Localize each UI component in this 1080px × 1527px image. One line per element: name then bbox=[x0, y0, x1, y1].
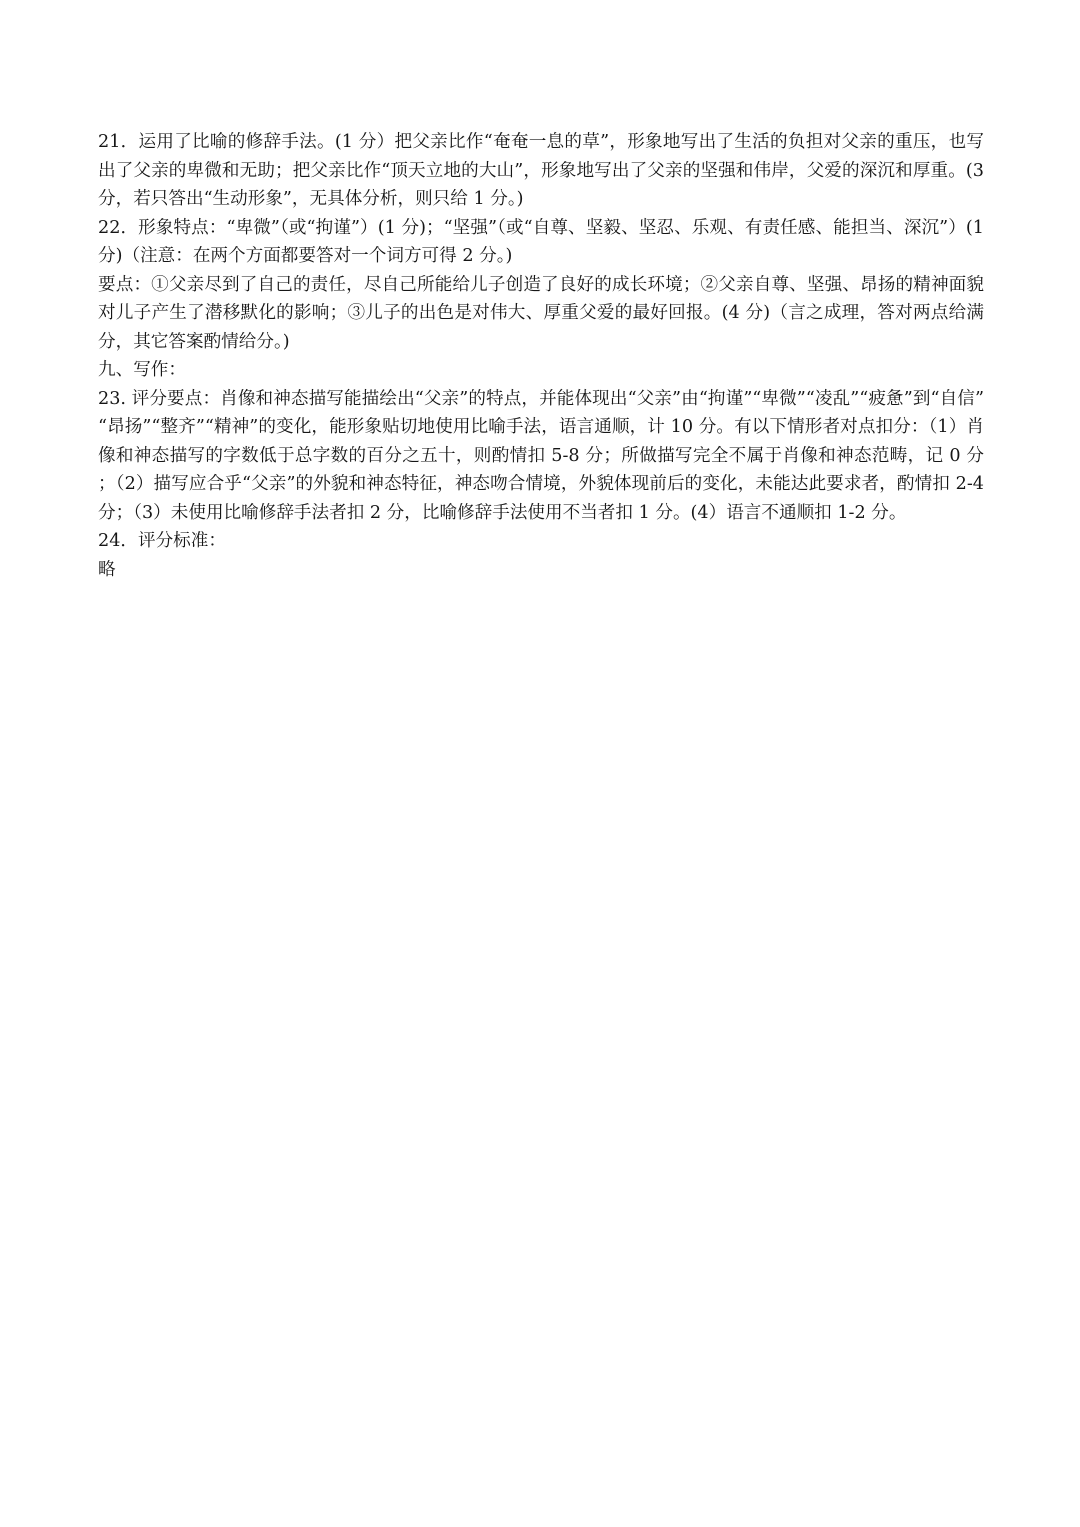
answer-22-key-points: 要点：①父亲尽到了自己的责任，尽自己所能给儿子创造了良好的成长环境；②父亲自尊、坚强、昂扬的精神面貌对儿子产生了潜移默化的影响；③儿子的出色是对伟大、厚重父爱的最好回报。(4 分)（言之成理，答对两点给满分，其它答案酌情给分。) bbox=[98, 274, 984, 352]
section-heading-writing: 九、写作： bbox=[98, 360, 186, 380]
answer-24-body: 略 bbox=[98, 559, 116, 580]
answer-22: 22．形象特点：“卑微”（或“拘谨”）(1 分)；“坚强”（或“自尊、坚毅、坚忍、乐观、有责任感、能担当、深沉”）(1 分)（注意：在两个方面都要答对一个词方可得 2 分。) bbox=[98, 217, 984, 266]
answer-23-scoring: 23. 评分要点：肖像和神态描写能描绘出“父亲”的特点，并能体现出“父亲”由“拘谨”“卑微”“凌乱”“疲惫”到“自信”“昂扬”“整齐”“精神”的变化，能形象贴切地使用比喻手法，语言通顺，计 10 分。有以下情形者对点扣分：（1）肖像和神态描写的字数低于总字数的百分之五十，则酌情扣 5-8 分；所做描写完全不属于肖像和神态范畴，记 0 分；（2）描写应合乎“父亲”的外貌和神态特征，神态吻合情境，外貌体现前后的变化，未能达此要求者，酌情扣 2-4 分；（3）未使用比喻修辞手法者扣 2 分，比喻修辞手法使用不当者扣 1 分。(4）语言不通顺扣 1-2 分。 bbox=[98, 388, 984, 523]
answer-key-body bbox=[98, 128, 984, 584]
answer-21: 21．运用了比喻的修辞手法。(1 分）把父亲比作“奄奄一息的草”，形象地写出了生活的负担对父亲的重压，也写出了父亲的卑微和无助；把父亲比作“顶天立地的大山”，形象地写出了父亲的坚强和伟岸，父爱的深沉和厚重。(3 分，若只答出“生动形象”，无具体分析，则只给 1 分。) bbox=[98, 132, 984, 209]
answer-24-heading: 24．评分标准： bbox=[98, 531, 226, 551]
